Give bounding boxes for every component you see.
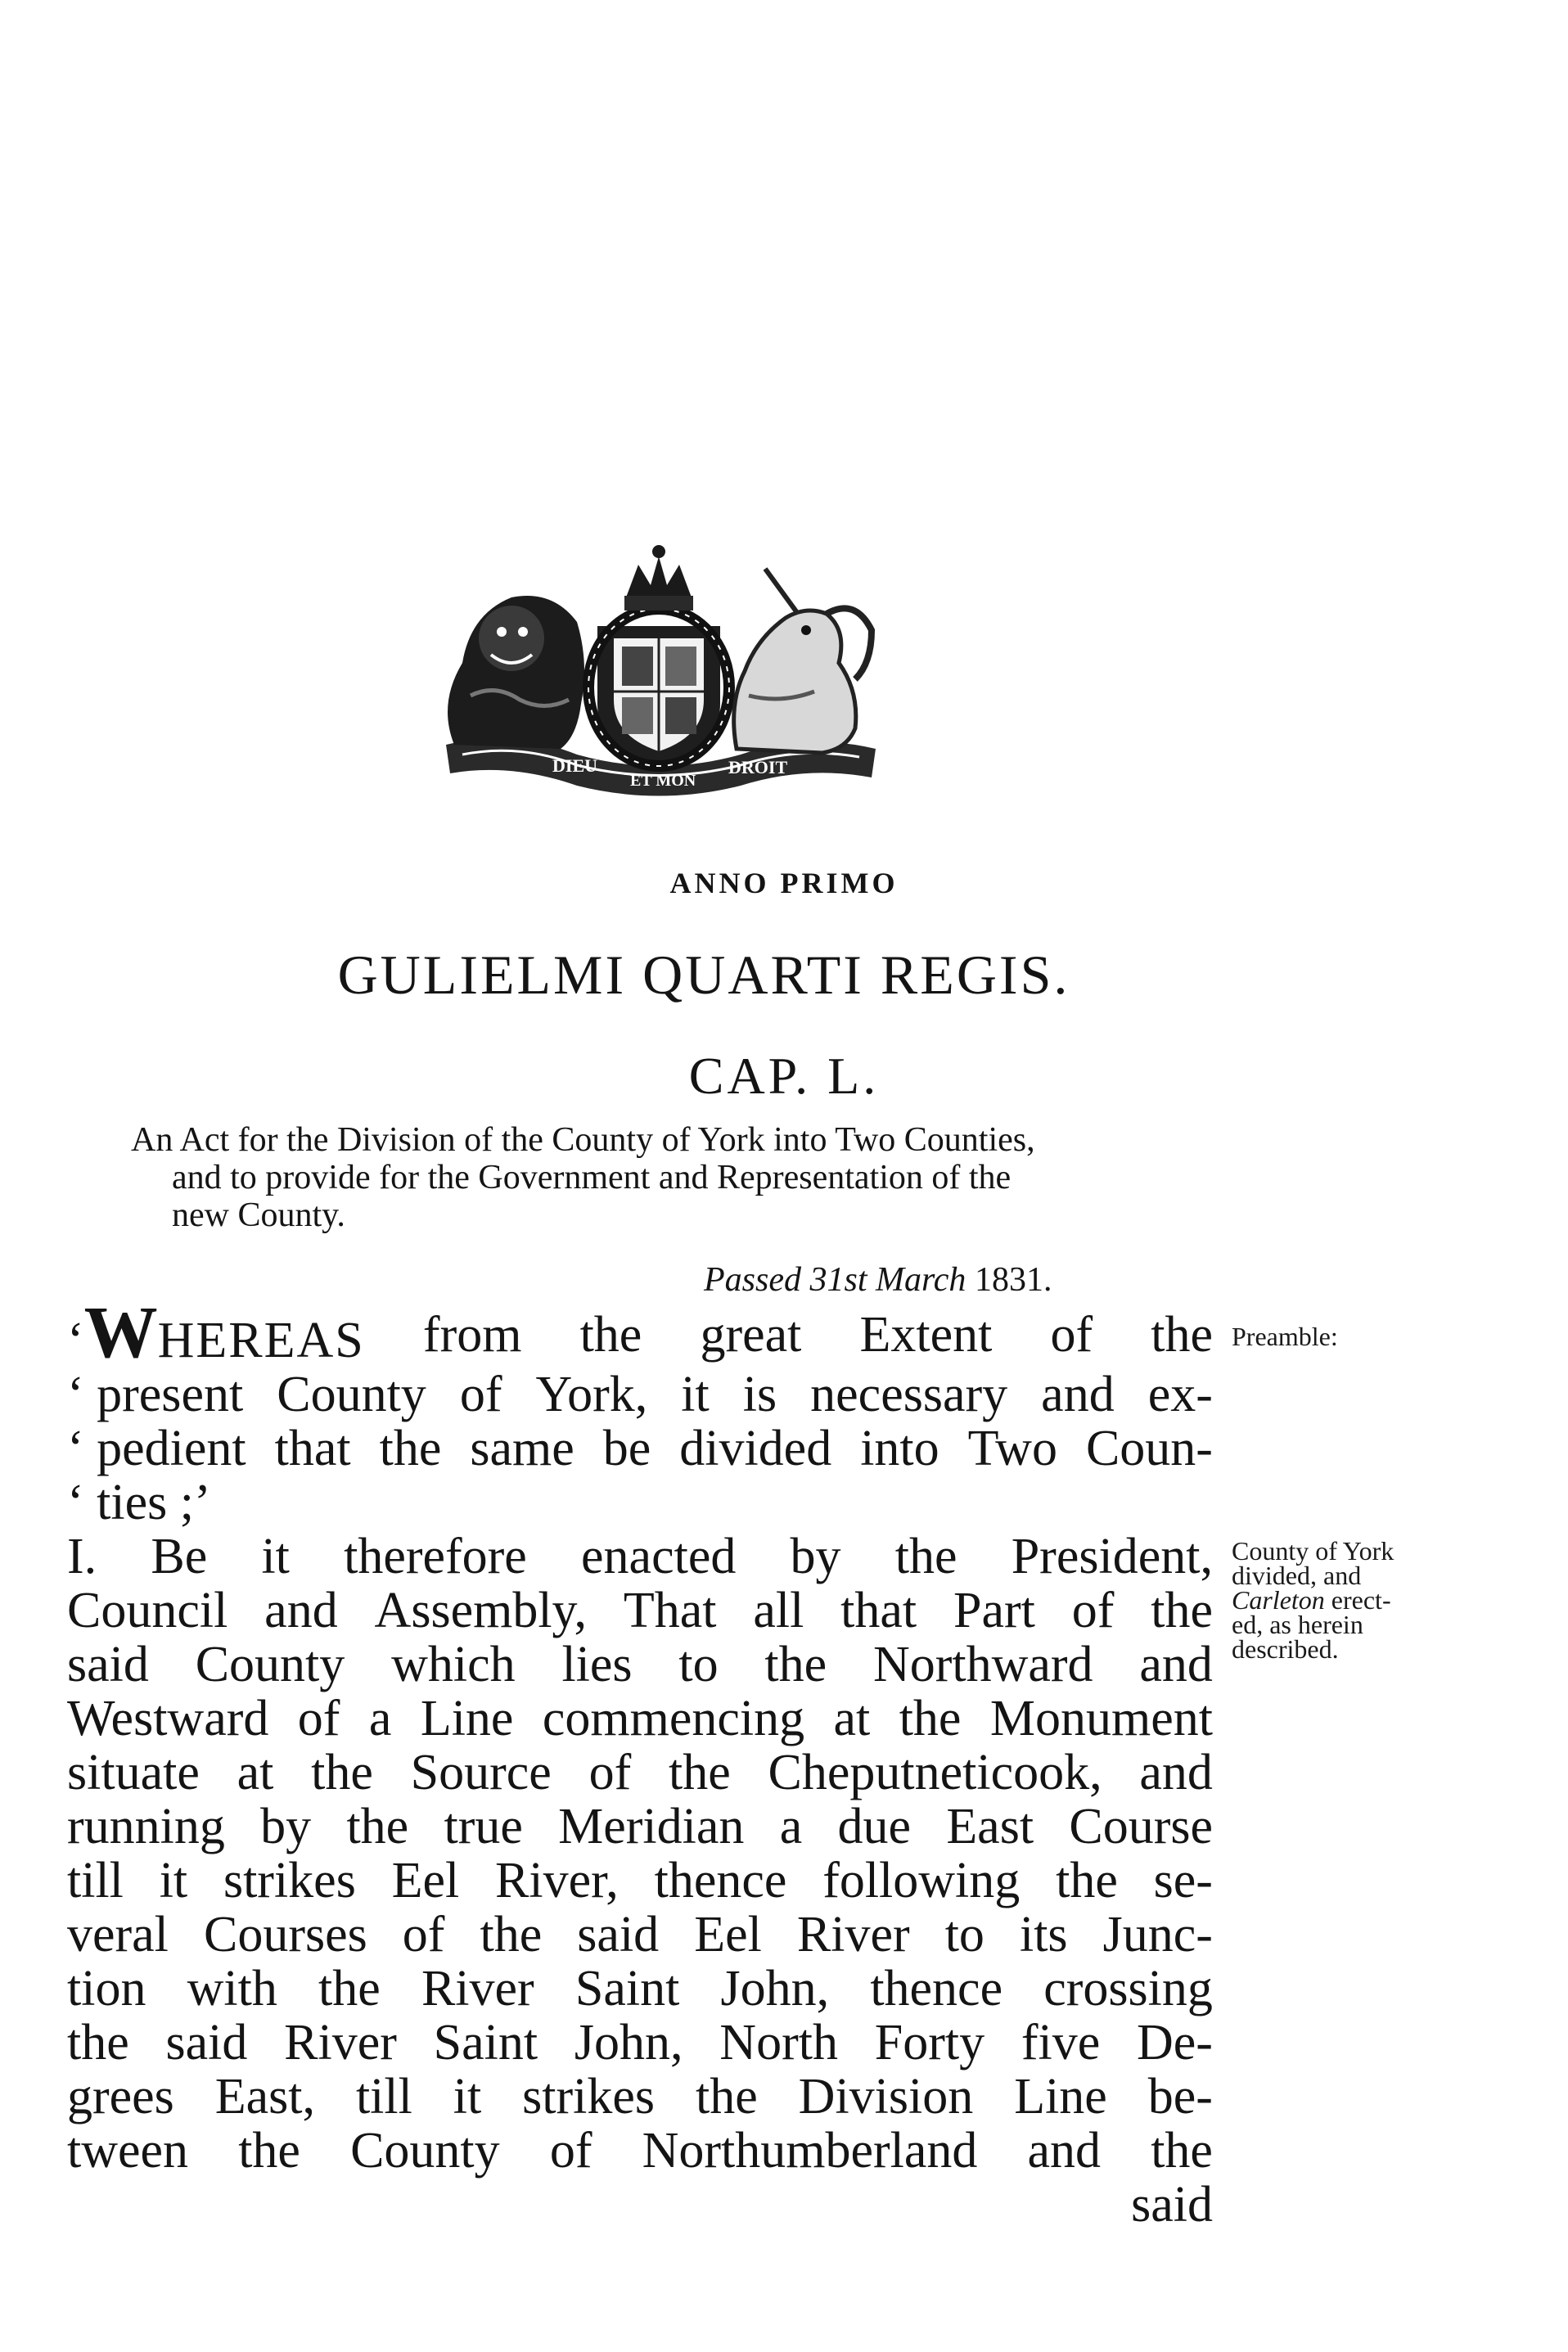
act-title xyxy=(131,1121,1211,1234)
text-word: Line xyxy=(1014,2069,1107,2124)
text-word: commencing xyxy=(542,1691,805,1746)
text-word: River xyxy=(421,1961,534,2016)
text-word: John, xyxy=(720,1961,830,2016)
text-word: Council xyxy=(67,1583,228,1638)
text-word: and xyxy=(1139,1745,1213,1800)
text-word: York, xyxy=(535,1367,648,1422)
text-word: East, xyxy=(214,2069,315,2124)
text-word: the xyxy=(764,1637,827,1692)
text-word: by xyxy=(790,1529,841,1584)
text-word: John, xyxy=(574,2015,683,2070)
text-line xyxy=(67,1422,1213,1476)
text-word: and xyxy=(264,1583,338,1638)
anno-primo-heading: ANNO PRIMO xyxy=(669,867,899,899)
text-word: Part xyxy=(953,1583,1035,1638)
margin-note-line: described. xyxy=(1232,1634,1339,1664)
text-word: Eel xyxy=(391,1853,460,1908)
text-word: the xyxy=(894,1529,957,1584)
text-word: from xyxy=(422,1307,522,1363)
crest-motto-et-mon: ET MON xyxy=(630,772,696,790)
text-word: of xyxy=(1050,1307,1093,1363)
text-word: said xyxy=(67,1637,149,1692)
text-word: Cheputneticook, xyxy=(768,1745,1102,1800)
text-word: Saint xyxy=(574,1961,680,2016)
text-word: the xyxy=(1056,1853,1118,1908)
text-word: River xyxy=(284,2015,397,2070)
text-word: to xyxy=(678,1637,719,1692)
text-line xyxy=(67,1476,1213,1530)
margin-note-line xyxy=(1232,1585,1526,1615)
text-word: Division xyxy=(798,2069,974,2124)
text-word: at xyxy=(237,1745,274,1800)
text-word: De- xyxy=(1137,2015,1213,2070)
margin-note-line: ed, as herein xyxy=(1232,1610,1363,1639)
text-word: the xyxy=(67,2015,129,2070)
text-word: lies xyxy=(561,1637,633,1692)
text-word: situate xyxy=(67,1745,200,1800)
text-word: North xyxy=(719,2015,838,2070)
text-word: se- xyxy=(1153,1853,1213,1908)
text-word: till xyxy=(67,1853,124,1908)
text-word: a xyxy=(779,1799,803,1854)
text-word: ‘ ties ;’ xyxy=(67,1475,211,1530)
text-word: of xyxy=(297,1691,340,1746)
text-word: Northumberland xyxy=(642,2123,978,2179)
act-title-line: and to provide for the Government and Representation of the xyxy=(172,1159,1012,1196)
text-line xyxy=(67,1292,1213,1373)
text-line xyxy=(67,2178,1213,2232)
text-word: it xyxy=(681,1367,710,1422)
text-word: at xyxy=(833,1691,871,1746)
text-word: River xyxy=(796,1907,910,1962)
text-word: into xyxy=(860,1421,939,1476)
text-word: Forty xyxy=(874,2015,985,2070)
text-word: ex- xyxy=(1147,1367,1213,1422)
text-word: which xyxy=(391,1637,516,1692)
text-line xyxy=(67,1530,1213,1584)
text-word: is xyxy=(742,1367,777,1422)
text-word: County xyxy=(195,1637,345,1692)
text-line xyxy=(67,1962,1213,2016)
text-word: running xyxy=(67,1799,225,1854)
text-word: a xyxy=(368,1691,392,1746)
text-word: County xyxy=(277,1367,426,1422)
text-word: said xyxy=(577,1907,660,1962)
text-word: to xyxy=(944,1907,985,1962)
text-word: tion xyxy=(67,1961,146,2016)
text-word: the xyxy=(1151,1307,1213,1363)
text-word: thence xyxy=(654,1853,787,1908)
text-word: Extent xyxy=(859,1307,993,1363)
text-word: grees xyxy=(67,2069,174,2124)
text-word: said xyxy=(165,2015,248,2070)
act-title-line: An Act for the Division of the County of York into Two Counties, xyxy=(131,1121,1035,1159)
text-word: divided xyxy=(679,1421,832,1476)
text-word: ‘ pedient xyxy=(67,1421,246,1476)
text-word: of xyxy=(459,1367,502,1422)
text-word: great xyxy=(700,1307,802,1363)
text-word: Northward xyxy=(872,1637,1093,1692)
drop-cap: W xyxy=(83,1292,158,1373)
act-body-text xyxy=(67,1292,1213,2233)
text-line xyxy=(67,1746,1213,1800)
text-word: ‘WHEREAS xyxy=(67,1292,365,1373)
text-word: with xyxy=(187,1961,277,2016)
text-word: Saint xyxy=(433,2015,538,2070)
text-word: the xyxy=(238,2123,300,2179)
text-word: till xyxy=(355,2069,412,2124)
text-word: and xyxy=(1027,2123,1102,2179)
text-word: and xyxy=(1041,1367,1115,1422)
text-word: That xyxy=(623,1583,717,1638)
text-word: Meridian xyxy=(558,1799,745,1854)
text-word: Line xyxy=(420,1691,514,1746)
passed-prefix: Passed xyxy=(704,1261,801,1299)
royal-arms-crest-icon xyxy=(413,540,904,818)
text-word: the xyxy=(318,1961,381,2016)
text-word: therefore xyxy=(344,1529,527,1584)
text-line xyxy=(67,1908,1213,1962)
text-word: crossing xyxy=(1043,1961,1213,2016)
margin-note-text: erect- xyxy=(1324,1585,1391,1615)
text-word: same xyxy=(470,1421,574,1476)
text-line xyxy=(67,1584,1213,1638)
text-word: the xyxy=(311,1745,373,1800)
text-word: Source xyxy=(410,1745,552,1800)
text-line xyxy=(67,2124,1213,2178)
text-line xyxy=(67,1367,1213,1422)
text-word: thence xyxy=(870,1961,1003,2016)
text-word: Westward xyxy=(67,1691,269,1746)
text-word: River, xyxy=(495,1853,619,1908)
margin-note-line: County of York xyxy=(1232,1536,1395,1566)
text-word: the xyxy=(899,1691,962,1746)
text-word: Course xyxy=(1069,1799,1213,1854)
margin-note-preamble: Preamble: xyxy=(1232,1322,1338,1351)
text-word: the xyxy=(346,1799,409,1854)
text-word: that xyxy=(274,1421,351,1476)
text-word: that xyxy=(840,1583,917,1638)
margin-note-italic: Carleton xyxy=(1232,1585,1325,1615)
crest-motto-dieu: DIEU xyxy=(552,755,598,776)
passed-day-month: 31st March xyxy=(809,1261,966,1299)
text-word: the xyxy=(695,2069,758,2124)
text-word: the xyxy=(1151,2123,1213,2179)
text-word: strikes xyxy=(223,1853,356,1908)
text-word: of xyxy=(1071,1583,1115,1638)
text-word: it xyxy=(159,1853,188,1908)
passed-year: 1831. xyxy=(974,1261,1052,1299)
text-word: of xyxy=(402,1907,445,1962)
text-word: due xyxy=(837,1799,912,1854)
text-word: the xyxy=(379,1421,442,1476)
text-line xyxy=(67,1638,1213,1692)
catchword: said xyxy=(1131,2177,1213,2233)
act-title-line: new County. xyxy=(172,1196,345,1234)
text-word: President, xyxy=(1011,1529,1213,1584)
text-word: Assembly, xyxy=(374,1583,588,1638)
margin-note-county-division xyxy=(1232,1536,1526,1664)
text-word: of xyxy=(588,1745,632,1800)
text-word: its xyxy=(1019,1907,1068,1962)
text-word: all xyxy=(753,1583,804,1638)
text-word: strikes xyxy=(522,2069,656,2124)
text-word: it xyxy=(453,2069,482,2124)
text-word: it xyxy=(261,1529,290,1584)
text-word: ‘ present xyxy=(67,1367,244,1422)
text-word: five xyxy=(1021,2015,1101,2070)
text-word: true xyxy=(444,1799,523,1854)
text-word: be- xyxy=(1147,2069,1213,2124)
text-word: Junc- xyxy=(1102,1907,1213,1962)
text-word: Monument xyxy=(989,1691,1213,1746)
chapter-heading: CAP. L. xyxy=(688,1047,880,1105)
text-word: of xyxy=(549,2123,593,2179)
text-line xyxy=(67,2016,1213,2070)
text-word: Eel xyxy=(694,1907,762,1962)
text-word: veral xyxy=(67,1907,169,1962)
passed-date xyxy=(704,1260,1052,1300)
text-word: the xyxy=(1151,1583,1213,1638)
text-word: I. xyxy=(67,1529,97,1584)
text-word: necessary xyxy=(810,1367,1008,1422)
text-word: the xyxy=(579,1307,642,1363)
text-line xyxy=(67,1854,1213,1908)
text-word: by xyxy=(260,1799,312,1854)
text-word: tween xyxy=(67,2123,189,2179)
text-word: Two xyxy=(967,1421,1057,1476)
text-word: enacted xyxy=(581,1529,737,1584)
text-word: Courses xyxy=(203,1907,367,1962)
text-word: following xyxy=(822,1853,1021,1908)
text-word: the xyxy=(669,1745,731,1800)
text-word: Coun- xyxy=(1085,1421,1213,1476)
text-word: and xyxy=(1139,1637,1213,1692)
text-line xyxy=(67,1800,1213,1854)
margin-note-line: divided, and xyxy=(1232,1561,1362,1590)
text-word: the xyxy=(480,1907,543,1962)
text-line xyxy=(67,1692,1213,1746)
text-word: be xyxy=(602,1421,651,1476)
text-word: Be xyxy=(151,1529,208,1584)
gulielmi-quarti-regis-heading: GULIELMI QUARTI REGIS. xyxy=(337,944,1070,1006)
text-word: County xyxy=(350,2123,500,2179)
crest-motto-droit: DROIT xyxy=(728,757,788,777)
text-word: East xyxy=(946,1799,1034,1854)
text-line xyxy=(67,2070,1213,2124)
